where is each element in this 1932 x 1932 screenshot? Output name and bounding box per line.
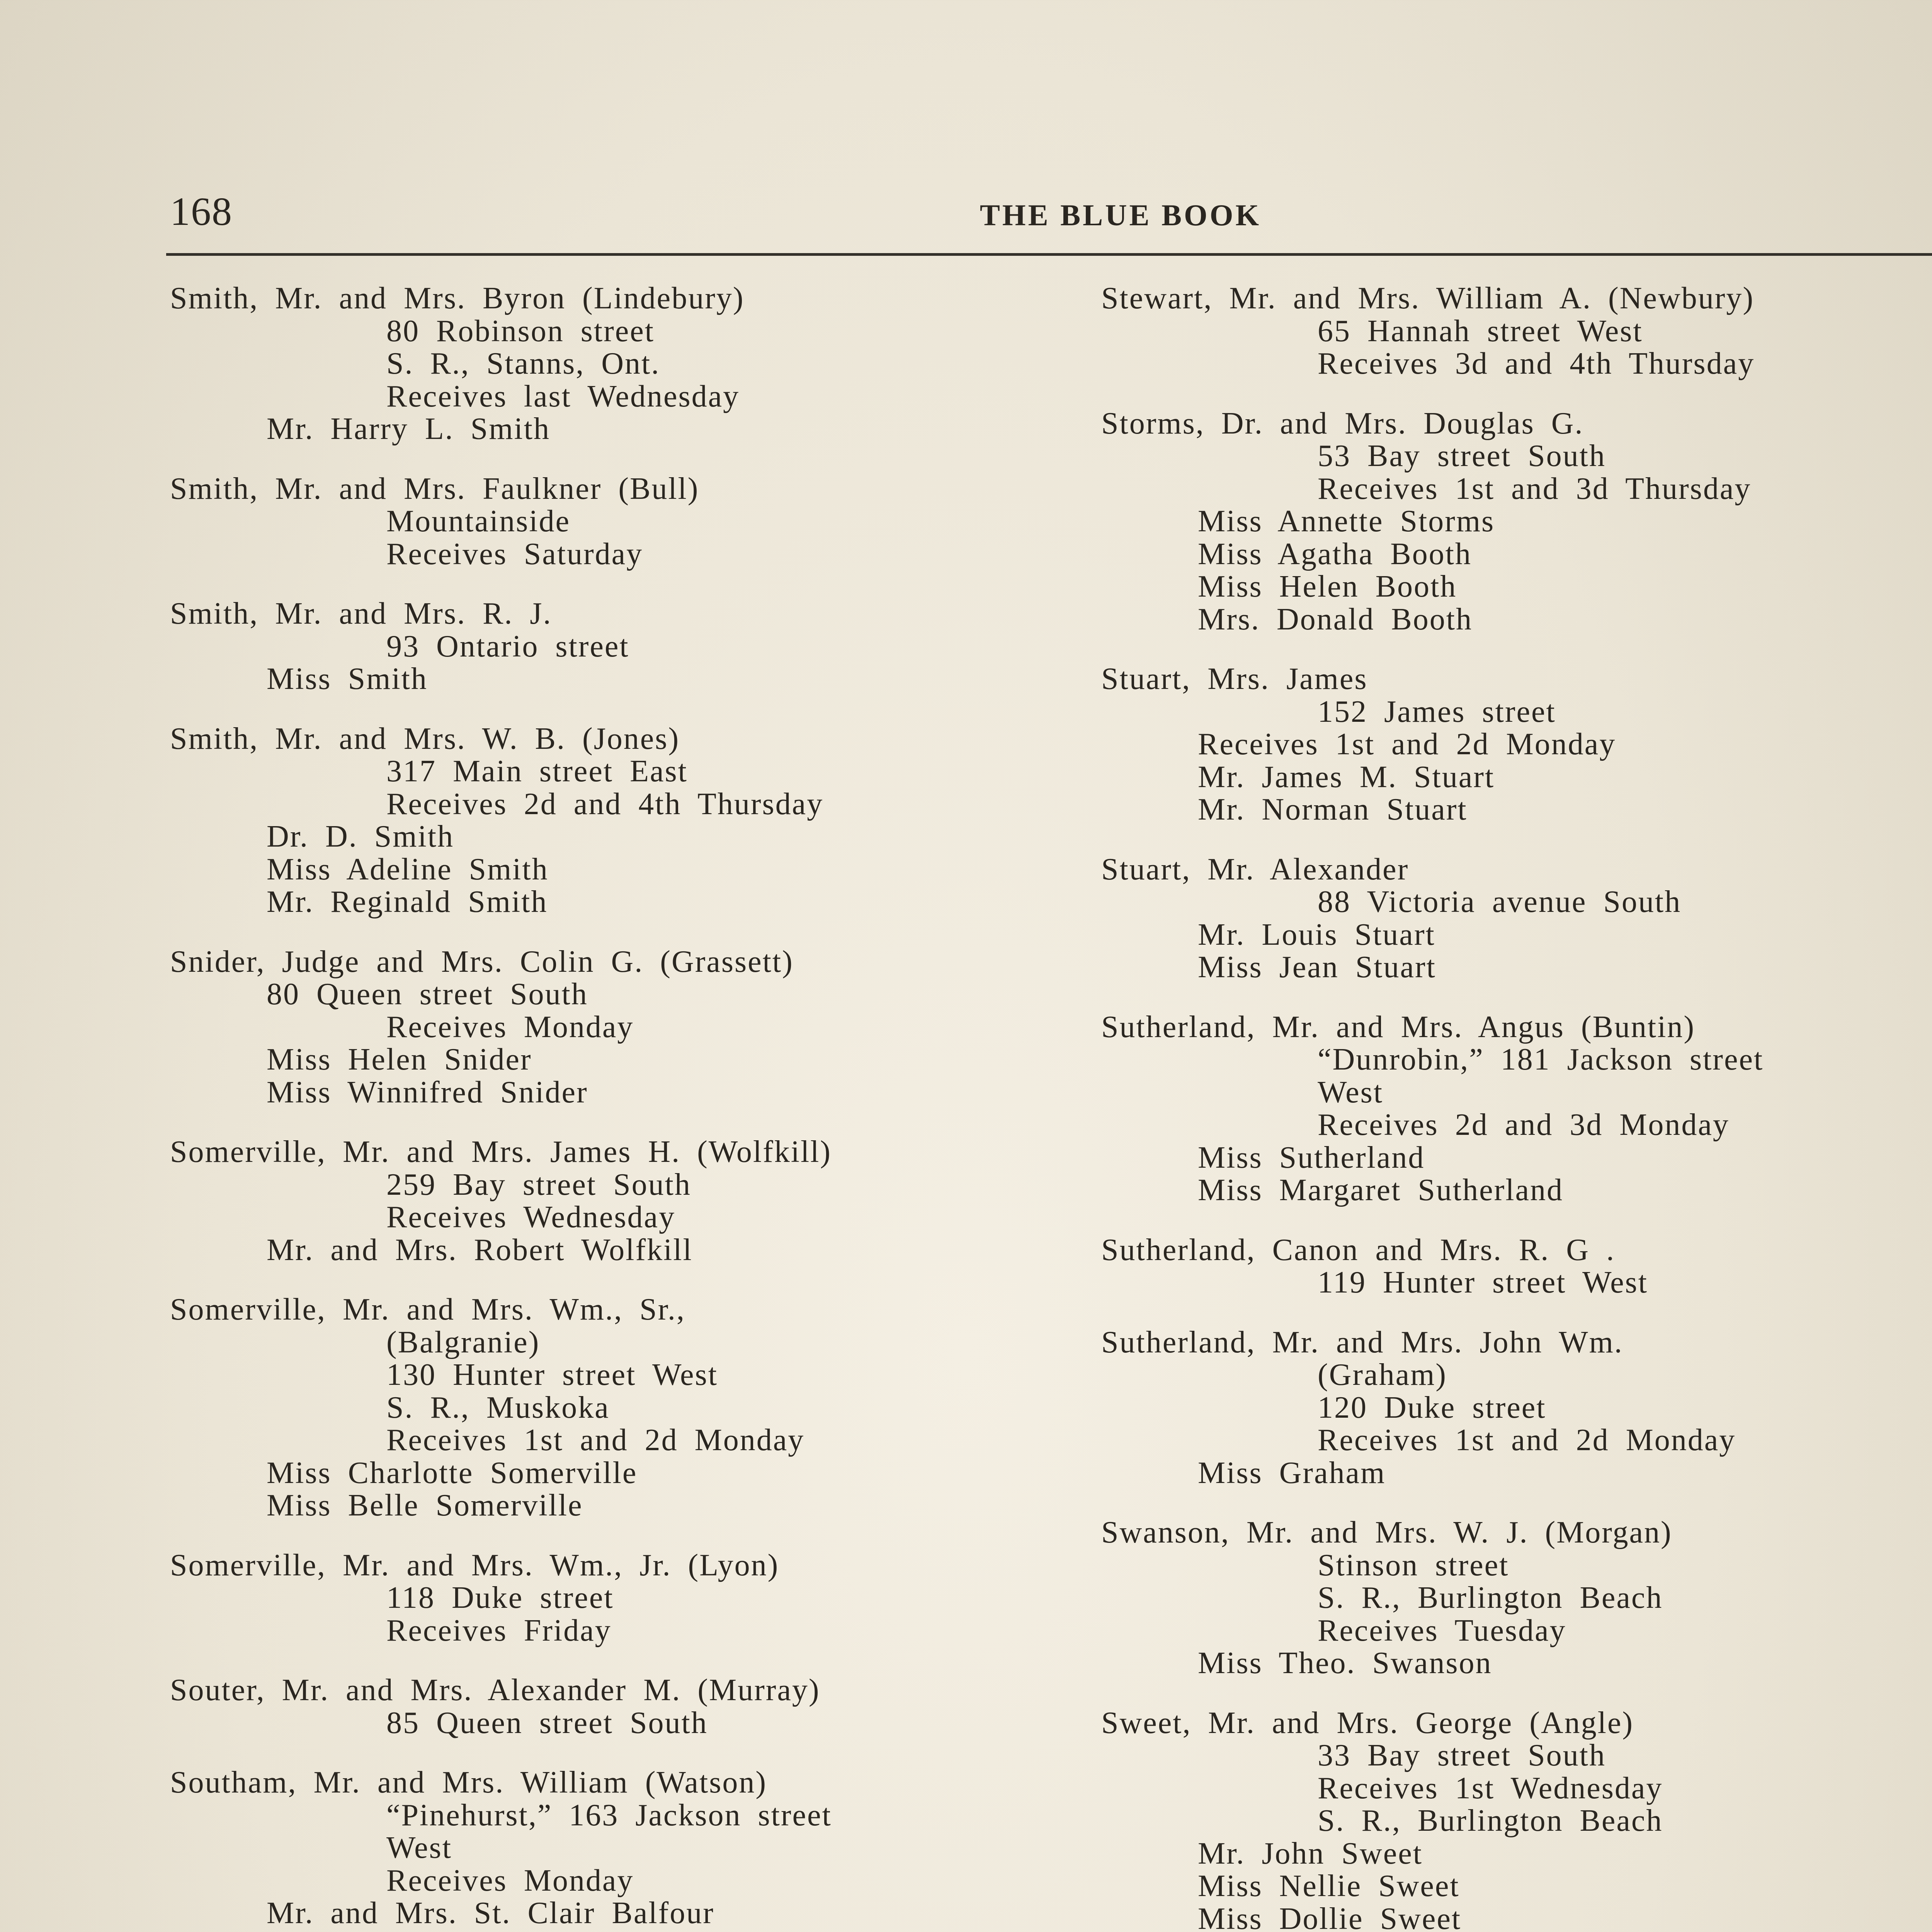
entry-detail-line: 317 Main street East [386,754,688,788]
entry-detail-line: Mountainside [386,504,570,538]
directory-entry [1101,1011,1932,1207]
entry-detail-line: Receives 1st and 3d Thursday [1318,471,1752,506]
entry-detail-line: 93 Ontario street [386,629,629,663]
entry-detail-line: (Balgranie) [386,1325,540,1359]
right-column [1101,282,1932,1932]
entry-heading: Southam, Mr. and Mrs. William (Watson) [170,1765,767,1799]
directory-entry [1101,663,1932,826]
directory-entry [170,946,1082,1109]
entry-detail-line: Miss Agatha Booth [1198,537,1472,571]
entry-heading: Smith, Mr. and Mrs. R. J. [170,597,552,631]
entry-detail-line: Mr. Louis Stuart [1198,917,1435,952]
entry-detail-line: Receives 1st Wednesday [1318,1771,1663,1805]
entry-detail-line: Mrs. Donald Booth [1198,602,1473,636]
entry-detail-line: “Pinehurst,” 163 Jackson street [386,1798,832,1832]
entry-heading: Stewart, Mr. and Mrs. William A. (Newbury) [1101,281,1754,315]
directory-entry [1101,853,1932,984]
entry-detail-line: S. R., Muskoka [386,1390,610,1425]
entry-detail-line: Miss Belle Somerville [267,1488,583,1522]
entry-heading: Somerville, Mr. and Mrs. Wm., Sr., [170,1293,685,1327]
entry-detail-line: West [1318,1075,1383,1109]
directory-entry [170,1136,1082,1266]
entry-detail-line: S. R., Burlington Beach [1318,1804,1663,1838]
entry-detail-line: Receives Friday [386,1613,612,1648]
entry-detail-line: Mr. and Mrs. St. Clair Balfour [267,1896,714,1930]
entry-detail-line: Receives Saturday [386,537,643,571]
entry-detail-line: West [386,1831,452,1865]
entry-heading: Sweet, Mr. and Mrs. George (Angle) [1101,1706,1634,1740]
entry-detail-line: Miss Annette Storms [1198,504,1495,538]
entry-heading: Smith, Mr. and Mrs. Faulkner (Bull) [170,471,699,506]
entry-detail-line: S. R., Stanns, Ont. [386,347,660,381]
entry-heading: Sutherland, Mr. and Mrs. John Wm. [1101,1325,1623,1359]
entry-heading: Sutherland, Mr. and Mrs. Angus (Buntin) [1101,1010,1695,1044]
entry-detail-line: 33 Bay street South [1318,1738,1606,1772]
entry-detail-line: 120 Duke street [1318,1390,1546,1425]
directory-entry [1101,1516,1932,1680]
entry-detail-line: Miss Dollie Sweet [1198,1901,1462,1932]
entry-detail-line: “Dunrobin,” 181 Jackson street [1318,1043,1764,1077]
entry-detail-line: Receives Monday [386,1010,634,1044]
entry-detail-line: Receives 2d and 4th Thursday [386,787,824,821]
entry-detail-line: Receives Tuesday [1318,1613,1566,1648]
entry-heading: Storms, Dr. and Mrs. Douglas G. [1101,406,1584,440]
entry-detail-line: Stinson street [1318,1548,1509,1582]
directory-entry [170,597,1082,696]
directory-entry [1101,1234,1932,1299]
entry-detail-line: Receives last Wednesday [386,379,740,413]
page-number: 168 [170,189,233,234]
entry-detail-line: Miss Theo. Swanson [1198,1646,1492,1680]
entry-detail-line: Receives 1st and 2d Monday [386,1423,805,1457]
entry-detail-line: 130 Hunter street West [386,1358,718,1392]
directory-entry [170,473,1082,571]
entry-heading: Stuart, Mr. Alexander [1101,852,1409,886]
entry-detail-line: Miss Margaret Sutherland [1198,1173,1563,1207]
entry-heading: Smith, Mr. and Mrs. W. B. (Jones) [170,721,680,756]
entry-detail-line: 88 Victoria avenue South [1318,885,1682,919]
entry-detail-line: Mr. Norman Stuart [1198,793,1468,827]
entry-detail-line: Miss Sutherland [1198,1140,1425,1175]
entry-heading: Smith, Mr. and Mrs. Byron (Lindebury) [170,281,745,315]
entry-detail-line: 118 Duke street [386,1581,614,1615]
entry-detail-line: 80 Queen street South [267,977,588,1011]
entry-detail-line: 80 Robinson street [386,314,655,348]
entry-detail-line: Miss Winnifred Snider [267,1075,588,1109]
directory-entry [1101,282,1932,380]
entry-detail-line: Miss Charlotte Somerville [267,1456,638,1490]
directory-entry [170,1766,1082,1930]
running-head-title: THE BLUE BOOK [980,198,1262,232]
entry-detail-line: 65 Hannah street West [1318,314,1643,348]
entry-detail-line: Mr. and Mrs. Robert Wolfkill [267,1233,693,1267]
entry-detail-line: Miss Adeline Smith [267,852,549,886]
directory-entry [170,1674,1082,1739]
entry-detail-line: 119 Hunter street West [1318,1265,1648,1299]
entry-detail-line: Receives 2d and 3d Monday [1318,1108,1730,1142]
entry-detail-line: Miss Jean Stuart [1198,950,1436,984]
entry-detail-line: Receives Monday [386,1863,634,1898]
entry-detail-line: Dr. D. Smith [267,820,454,854]
entry-detail-line: Miss Graham [1198,1456,1386,1490]
entry-detail-line: Miss Nellie Sweet [1198,1869,1460,1903]
entry-detail-line: Mr. Harry L. Smith [267,412,550,446]
entry-detail-line: Receives 1st and 2d Monday [1198,727,1616,761]
directory-entry [170,1549,1082,1647]
directory-entry [170,723,1082,918]
entry-detail-line: Receives Wednesday [386,1200,676,1234]
entry-detail-line: Receives 1st and 2d Monday [1318,1423,1736,1457]
entry-detail-line: Receives 3d and 4th Thursday [1318,347,1755,381]
entry-detail-line: Miss Helen Snider [267,1043,532,1077]
directory-entry [1101,1707,1932,1932]
entry-heading: Sutherland, Canon and Mrs. R. G . [1101,1233,1616,1267]
entry-heading: Snider, Judge and Mrs. Colin G. (Grassett) [170,944,794,979]
entry-detail-line: Miss Smith [267,662,428,696]
header-rule [166,253,1932,256]
entry-detail-line: 53 Bay street South [1318,439,1606,473]
entry-detail-line: 259 Bay street South [386,1167,691,1202]
entry-heading: Souter, Mr. and Mrs. Alexander M. (Murray) [170,1673,820,1707]
left-column [170,282,1082,1932]
entry-detail-line: Mr. Reginald Smith [267,885,548,919]
entry-detail-line: Miss Helen Booth [1198,570,1457,604]
entry-heading: Somerville, Mr. and Mrs. James H. (Wolfkill) [170,1135,832,1169]
entry-heading: Stuart, Mrs. James [1101,662,1368,696]
entry-detail-line: S. R., Burlington Beach [1318,1581,1663,1615]
directory-entry [170,282,1082,446]
entry-detail-line: 85 Queen street South [386,1706,708,1740]
entry-detail-line: 152 James street [1318,694,1556,729]
entry-heading: Somerville, Mr. and Mrs. Wm., Jr. (Lyon) [170,1548,779,1582]
entry-detail-line: Mr. James M. Stuart [1198,760,1495,794]
entry-detail-line: (Graham) [1318,1358,1447,1392]
entry-detail-line: Mr. John Sweet [1198,1836,1423,1871]
directory-entry [1101,407,1932,636]
entry-heading: Swanson, Mr. and Mrs. W. J. (Morgan) [1101,1515,1672,1549]
directory-entry [1101,1326,1932,1490]
directory-entry [170,1293,1082,1522]
